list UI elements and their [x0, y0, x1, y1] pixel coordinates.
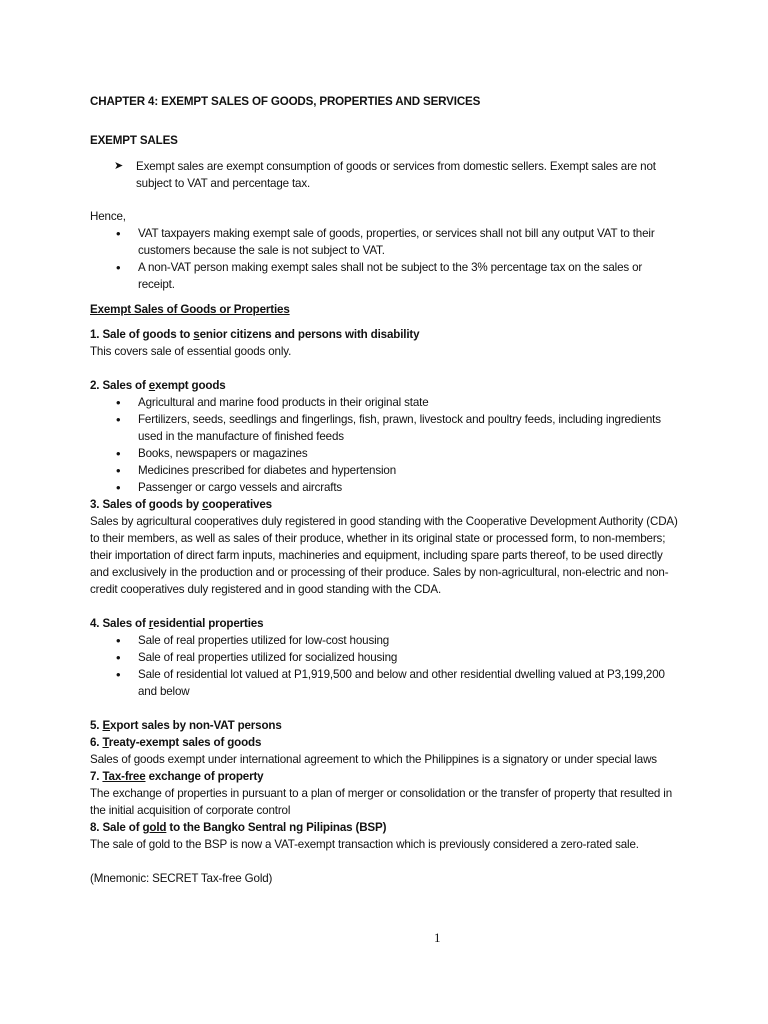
- section-title: EXEMPT SALES: [90, 134, 178, 147]
- item-heading-7: 7. Tax-free exchange of property: [90, 770, 264, 783]
- bullet-dot-icon: •: [116, 395, 121, 410]
- document-body: [90, 93, 680, 887]
- list-item: • Sale of real properties utilized for socialized housing: [116, 650, 398, 665]
- intro-text: Exempt sales are exempt consumption of goods or services from domestic sellers. Exempt sales are not subject to VAT and percentage tax.: [136, 160, 656, 190]
- bullet-dot-icon: •: [116, 650, 121, 665]
- list-item: • VAT taxpayers making exempt sale of goods, properties, or services shall not bill any output VAT to their customers because the sale is not subject to VAT.: [116, 226, 655, 257]
- bullet-dot-icon: •: [116, 446, 121, 461]
- list-item: • Sale of real properties utilized for low-cost housing: [116, 633, 390, 648]
- list-item: • Passenger or cargo vessels and aircrafts: [116, 480, 343, 495]
- bullet-dot-icon: •: [116, 463, 121, 478]
- item-heading-2: 2. Sales of exempt goods: [90, 379, 226, 392]
- exempt-goods-list: [90, 394, 680, 496]
- bullet-dot-icon: •: [116, 226, 121, 241]
- item-heading-4: 4. Sales of residential properties: [90, 617, 264, 630]
- bullet-dot-icon: •: [116, 260, 121, 275]
- item-desc-8: The sale of gold to the BSP is now a VAT-exempt transaction which is previously considered a zero-rated sale.: [90, 838, 639, 851]
- hence-list: [90, 225, 680, 293]
- list-item: • Sale of residential lot valued at P1,919,500 and below and other residential dwelling valued at P3,199,200 and below: [116, 667, 665, 698]
- item-heading-1: 1. Sale of goods to senior citizens and persons with disability: [90, 328, 420, 341]
- item-desc-3: Sales by agricultural cooperatives duly registered in good standing with the Cooperative Development Authority (CDA) to their members, as well as sales of their produce, whether in its original state or processed form, to non-members; their importation of direct farm inputs, machineries and equipment, including spare parts thereof, to be used directly and exclusively in the production and or processing of their produce. Sales by non-agricultural, non-electric and non-credit cooperatives duly registered and in good standing with the CDA.: [90, 515, 678, 596]
- subsection-title: Exempt Sales of Goods or Properties: [90, 303, 290, 316]
- mnemonic-note: (Mnemonic: SECRET Tax-free Gold): [90, 872, 273, 885]
- hence-label: Hence,: [90, 210, 126, 223]
- item-heading-5: 5. Export sales by non-VAT persons: [90, 719, 282, 732]
- list-item: • Books, newspapers or magazines: [116, 446, 308, 461]
- bullet-dot-icon: •: [116, 412, 121, 427]
- bullet-dot-icon: •: [116, 480, 121, 495]
- list-item: • A non-VAT person making exempt sales shall not be subject to the 3% percentage tax on the sales or receipt.: [116, 260, 643, 291]
- residential-list: [90, 632, 680, 700]
- bullet-dot-icon: •: [116, 667, 121, 682]
- item-desc-7: The exchange of properties in pursuant to a plan of merger or consolidation or the transfer of property that resulted in the initial acquisition of corporate control: [90, 787, 672, 817]
- intro-point: [90, 158, 680, 192]
- bullet-dot-icon: •: [116, 633, 121, 648]
- page-number: 1: [434, 930, 441, 945]
- item-heading-6: 6. Treaty-exempt sales of goods: [90, 736, 262, 749]
- list-item: • Fertilizers, seeds, seedlings and fingerlings, fish, prawn, livestock and poultry feeds, including ingredients used in the manufacture of finished feeds: [116, 412, 661, 443]
- chapter-title: CHAPTER 4: EXEMPT SALES OF GOODS, PROPERTIES AND SERVICES: [90, 95, 481, 108]
- item-desc-1: This covers sale of essential goods only.: [90, 345, 292, 358]
- item-desc-6: Sales of goods exempt under international agreement to which the Philippines is a signatory or under special laws: [90, 753, 657, 766]
- list-item: • Agricultural and marine food products in their original state: [116, 395, 429, 410]
- list-item: • Medicines prescribed for diabetes and hypertension: [116, 463, 397, 478]
- arrow-bullet-icon: ➤: [114, 160, 124, 172]
- item-heading-8: 8. Sale of gold to the Bangko Sentral ng Pilipinas (BSP): [90, 821, 387, 834]
- item-heading-3: 3. Sales of goods by cooperatives: [90, 498, 272, 511]
